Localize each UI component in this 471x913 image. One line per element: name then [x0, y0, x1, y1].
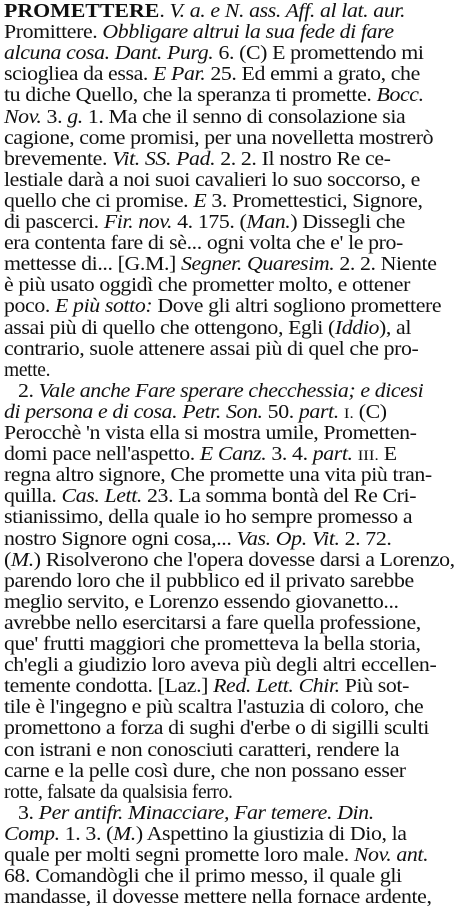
text-segment: I. [343, 405, 354, 422]
text-segment: 2. 2. Il nostro Re ce- [215, 148, 391, 170]
italic-segment: E [193, 190, 207, 212]
italic-segment: g. [67, 106, 83, 128]
italic-segment: V. a. e N. ass. Aff. al lat. aur. [169, 1, 406, 22]
text-segment: que' frutti maggiori che prometteva la bella storia, [4, 634, 421, 655]
text-segment: ch'egli a giudizio loro aveva più degli altri eccellen- [4, 655, 437, 677]
text-segment: sciogliea da essa. [4, 64, 154, 86]
text-segment: meglio servito, e Lorenzo essendo giovanetto... [4, 591, 399, 613]
text-segment: parendo loro che il pubblico ed il privato sarebbe [4, 570, 414, 592]
text-segment: promettono a forza di sughi d'erbe o di sigilli sculti [4, 718, 429, 740]
italic-segment: di persona e di cosa. Petr. Son. [4, 401, 263, 423]
italic-segment: Man. [246, 212, 291, 233]
entry-line [4, 886, 468, 910]
text-segment: contrario, suole attenere assai più di quel che pro- [4, 338, 419, 360]
text-segment: di pascerci. [4, 212, 104, 233]
text-segment: cagione, come promisi, per una novelletta mostrerò [4, 127, 434, 149]
italic-segment: Fir. nov. [103, 212, 173, 233]
text-segment: carne e la pelle così dure, che non possano esser [4, 760, 406, 782]
italic-segment: Vale anche Fare sperare checchessia; e dicesi [38, 380, 424, 402]
italic-segment: Nov. [4, 106, 42, 128]
text-segment: 3. Promettestici, Signore, [206, 190, 423, 212]
text-segment: 1. Ma che il senno di consolazione sia [82, 106, 406, 128]
text-segment: domi pace nell'aspetto. [4, 444, 200, 466]
text-segment: era contenta fare di sè... ogni volta che e' le pro- [4, 233, 403, 255]
text-segment: Dove gli altri sogliono promettere [152, 296, 442, 318]
text-segment: 68. Comandògli che il primo messo, il quale gli [4, 866, 402, 888]
text-segment: 3. 4. [266, 444, 313, 466]
text-segment: quale per molti segni promette loro male. [4, 845, 354, 866]
text-segment: stianissimo, della quale io ho sempre promesso a [4, 507, 413, 529]
text-segment: con istrani e non conosciuti caratteri, rendere la [4, 739, 400, 761]
text-segment: assai più di quello che ottengono, Egli ( [4, 317, 335, 339]
text-segment: rotte, falsate da qualsisia ferro. [4, 781, 233, 803]
italic-segment: E più sotto: [55, 296, 153, 318]
italic-segment: Segner. Quaresim. [180, 254, 335, 276]
text-segment: (C) [353, 401, 387, 423]
text-segment: E [378, 444, 397, 466]
text-segment: III. [357, 448, 379, 465]
italic-segment: Vas. Op. Vit. [236, 528, 340, 550]
italic-segment: Cas. Lett. [61, 486, 142, 508]
headword: PROMETTERE [4, 1, 160, 22]
text-segment: quilla. [4, 486, 62, 508]
italic-segment: M. [10, 549, 34, 571]
italic-segment: part. [298, 401, 339, 423]
italic-segment: Comp. [4, 823, 60, 845]
text-segment: 25. Ed emmi a grato, che [205, 64, 420, 86]
italic-segment: Nov. ant. [353, 845, 429, 866]
text-segment: 4. 175. ( [172, 212, 247, 233]
text-segment: ( [4, 549, 11, 571]
text-segment: 3. [18, 802, 39, 824]
text-segment: è più usato oggidì che prometter molto, e ottener [4, 275, 410, 297]
text-segment: 23. La somma bontà del Re Cri- [141, 486, 417, 508]
text-segment: mette. [4, 359, 51, 381]
text-segment: 2. 72. [339, 528, 392, 550]
italic-segment: M. [112, 823, 136, 845]
italic-segment: Red. Lett. Chir. [213, 676, 340, 698]
italic-segment: alcuna cosa. Dant. Purg. [4, 43, 214, 65]
text-segment: lestiale darà a noi suoi cavalieri lo suo soccorso, e [4, 169, 420, 191]
italic-segment: E Canz. [199, 444, 267, 466]
text-segment: poco. [4, 296, 56, 318]
text-segment: tile è l'ingegno e più scaltra l'astuzia di coloro, che [4, 697, 424, 719]
text-segment: 3. [41, 106, 68, 128]
italic-segment: E Par. [153, 64, 206, 86]
italic-segment: Bocc. [376, 85, 424, 107]
text-segment: . [159, 1, 170, 22]
text-segment: regna altro signore, Che promette una vita più tran- [4, 465, 432, 487]
text-segment: ) Dissegli che [290, 212, 405, 233]
text-segment: quello che ci promise. [4, 190, 194, 212]
text-segment: mandasse, il dovesse mettere nella fornace ardente, [4, 887, 432, 909]
text-segment: tu diche Quello, che la speranza ti promette. [4, 85, 377, 107]
text-segment: brevemente. [4, 148, 113, 170]
text-segment: 2. 2. Niente [334, 254, 437, 276]
text-segment: ) Aspettino la giustizia di Dio, la [135, 823, 407, 845]
text-segment: Promittere. [4, 22, 103, 44]
text-segment: 50. [262, 401, 299, 423]
text-segment: mettesse di... [G.M.] [4, 254, 181, 276]
text-segment: avrebbe nello esercitarsi a fare quella professione, [4, 612, 421, 634]
text-segment: nostro Signore ogni cosa,... [4, 528, 237, 550]
italic-segment: Per antifr. Minacciare, Far temere. Din. [38, 802, 374, 824]
italic-segment: Iddio [334, 317, 380, 339]
italic-segment: part. [312, 444, 353, 466]
text-segment: 6. (C) E promettendo mi [213, 43, 424, 65]
text-segment: ), al [379, 317, 412, 339]
text-segment: Più sot- [339, 676, 410, 698]
italic-segment: Obbligare altrui la sua fede di fare [102, 22, 394, 44]
text-segment: Perocchè 'n vista ella si mostra umile, Prometten- [4, 423, 417, 444]
italic-segment: Vit. SS. Pad. [112, 148, 216, 170]
text-segment: ) Risolverono che l'opera dovesse darsi a Lorenzo, [33, 549, 455, 571]
text-segment: 1. 3. ( [59, 823, 113, 845]
text-segment: temente condotta. [Laz.] [4, 676, 214, 698]
text-segment: 2. [18, 380, 39, 402]
